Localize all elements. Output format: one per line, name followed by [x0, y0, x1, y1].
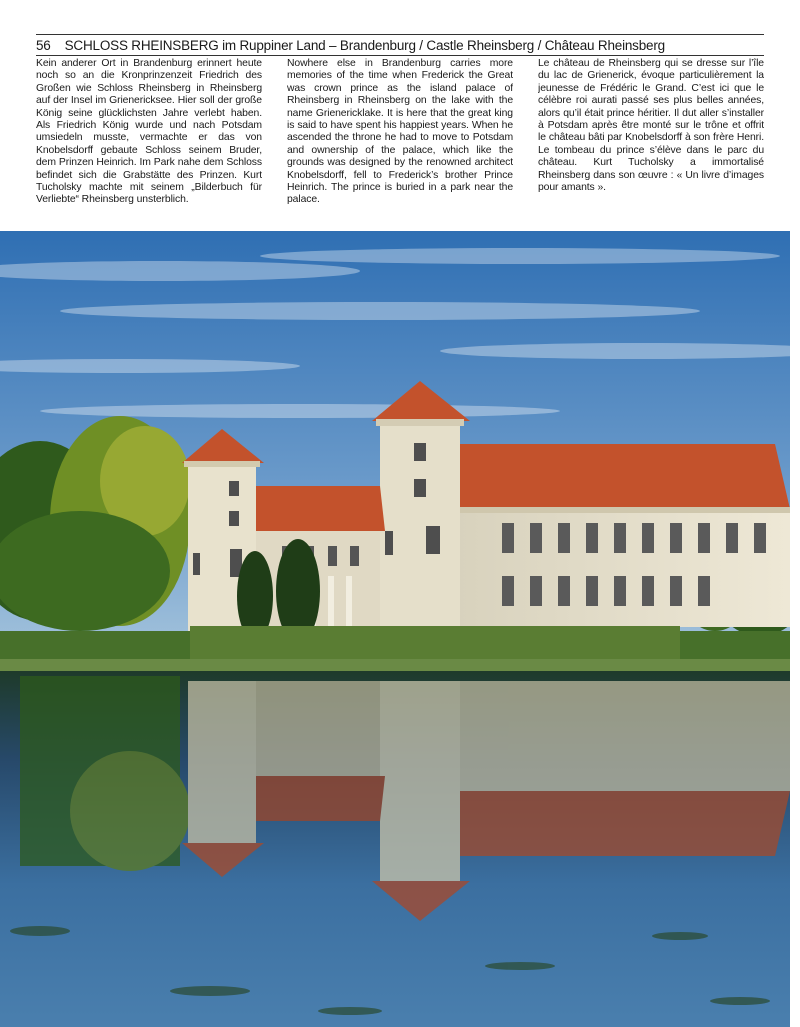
text-columns — [36, 58, 764, 208]
page-title: SCHLOSS RHEINSBERG im Ruppiner Land – Brandenburg / Castle Rheinsberg / Château Rheinsberg — [64, 37, 665, 53]
castle-photo — [0, 231, 790, 1027]
page-number: 56 — [36, 37, 51, 53]
german-text-column: Kein anderer Ort in Brandenburg erinnert heute noch so an die Kronprinzenzeit Friedrich des Großen wie Schloss Rheinsberg in Rheinsberg auf der Insel im Grienericksee. Hier soll der große König seine glücklichsten Jahre verlebt haben. Als Friedrich König wurde und nach Potsdam umsiedeln musste, vermachte er das von Knobelsdorff gebaute Schloss seinem Bruder, dem Prinzen Heinrich. Im Park nahe dem Schloss befindet sich die Grabstätte des Prinzen. Kurt Tucholsky machte mit seinem „Bilderbuch für Verliebte“ Rheinsberg unsterblich. — [36, 58, 262, 206]
french-text-column: Le château de Rheinsberg qui se dresse sur l’île du lac de Grienerick, évoque particulièrement la jeunesse de Frédéric le Grand. C’est ici que le célèbre roi aurati passé ses plus belles années, alors qu’il était prince héritier. Il dut aller s’installer à Potsdam après être monté sur le trône et offrit le château bâti par Knobelsdorff à son frère Henri. Le tombeau du prince s’élève dans le parc du château. Kurt Tucholsky a immortalisé Rheinsberg dans son œuvre : « Un livre d’images pour amants ». — [538, 58, 764, 194]
trees-left — [0, 416, 190, 631]
running-header — [36, 34, 764, 56]
english-text-column: Nowhere else in Brandenburg carries more memories of the time when Frederick the Great was crown prince as the island palace of Rheinsberg in Rheinsberg on the lake with the name Grienericklake. It is here that the great king is said to have spent his happiest years. When he ascended the throne he had to move to Potsdam and ownership of the palace, which like the grounds was designed by the renowned architect Knobelsdorff, fell to Frederick’s brother Prince Heinrich. The prince is buried in a park near the palace. — [287, 58, 513, 206]
castle-illustration — [0, 231, 790, 1027]
